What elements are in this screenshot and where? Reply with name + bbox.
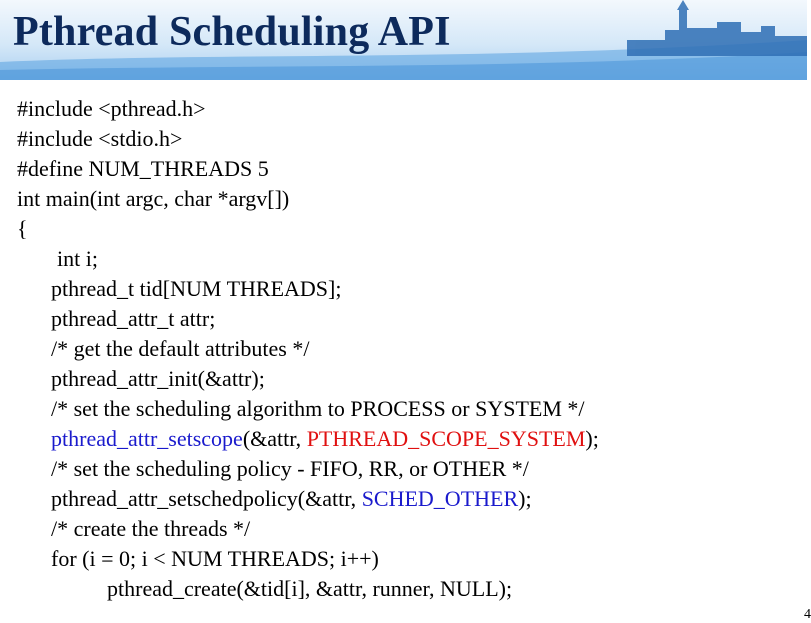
code-line: pthread_t tid[NUM THREADS]; bbox=[51, 276, 342, 301]
code-comment: /* get the default attributes */ bbox=[51, 336, 310, 361]
setschedpolicy-function: pthread_attr_setschedpolicy(&attr, bbox=[51, 486, 362, 511]
code-line: int main(int argc, char *argv[]) bbox=[17, 186, 290, 211]
code-line: #include <stdio.h> bbox=[17, 126, 183, 151]
code-line: pthread_create(&tid[i], &attr, runner, NULL); bbox=[107, 576, 513, 601]
code-comment: /* set the scheduling algorithm to PROCESS or SYSTEM */ bbox=[51, 396, 585, 421]
code-line: { bbox=[17, 216, 28, 241]
code-line-setschedpolicy bbox=[17, 484, 599, 514]
scope-system-constant: PTHREAD_SCOPE_SYSTEM bbox=[306, 426, 586, 451]
setschedpolicy-end: ); bbox=[518, 486, 532, 511]
slide-title: Pthread Scheduling API bbox=[13, 9, 451, 55]
city-skyline-icon bbox=[617, 0, 807, 56]
code-comment: /* set the scheduling policy - FIFO, RR, or OTHER */ bbox=[51, 456, 529, 481]
setscope-function: pthread_attr_setscope bbox=[51, 426, 243, 451]
slide-header bbox=[0, 0, 807, 80]
code-line: #define NUM_THREADS 5 bbox=[17, 156, 269, 181]
code-comment: /* create the threads */ bbox=[51, 516, 251, 541]
code-line-setscope bbox=[17, 424, 599, 454]
code-line: for (i = 0; i < NUM THREADS; i++) bbox=[51, 546, 379, 571]
code-line: pthread_attr_init(&attr); bbox=[51, 366, 265, 391]
code-listing bbox=[17, 94, 599, 604]
code-line: #include <pthread.h> bbox=[17, 96, 206, 121]
code-line: pthread_attr_t attr; bbox=[51, 306, 216, 331]
sched-other-constant: SCHED_OTHER bbox=[361, 486, 519, 511]
setscope-args: (&attr, bbox=[242, 426, 307, 451]
setscope-end: ); bbox=[585, 426, 599, 451]
page-number: 4 bbox=[804, 607, 811, 622]
code-line: int i; bbox=[57, 246, 98, 271]
